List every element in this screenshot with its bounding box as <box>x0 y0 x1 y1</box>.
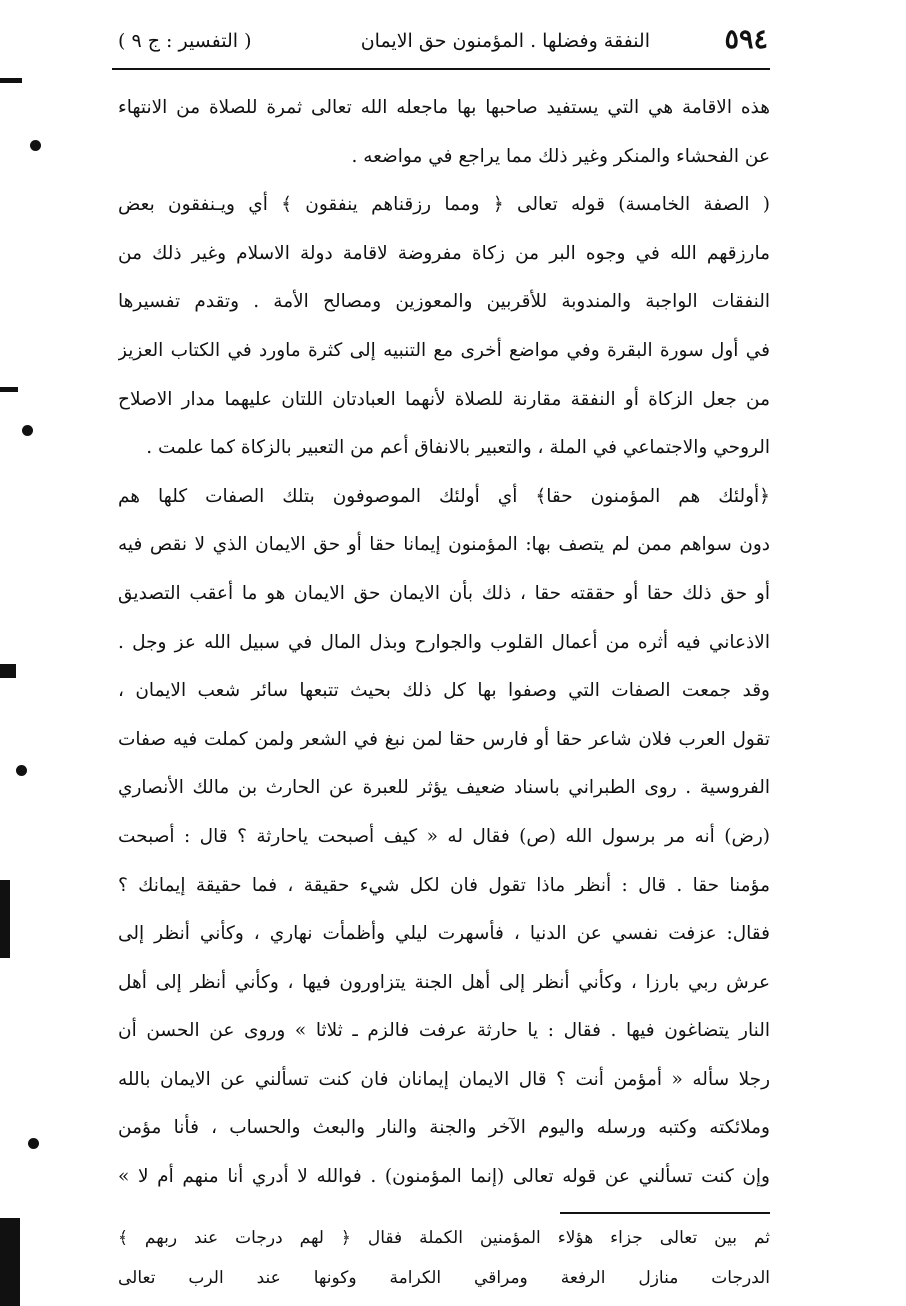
text-line: الفروسية . روى الطبراني باسناد ضعيف يؤثر للعبرة عن الحارث بن مالك الأنصاري <box>118 777 770 799</box>
text-line: ( الصفة الخامسة) قوله تعالى ﴿ ومما رزقناهم ينفقون ﴾ أي ويـنفقون بعض <box>118 194 770 216</box>
text-line: هذه الاقامة هي التي يستفيد صاحبها بها ماجعله الله تعالى ثمرة للصلاة من الانتهاء <box>118 97 770 118</box>
text-line: الاذعاني فيه أثره من أعمال القلوب والجوارح وبذل المال في سبيل الله عز وجل . <box>118 631 770 653</box>
scan-dot-mark <box>16 765 27 776</box>
text-line: فقال: عزفت نفسي عن الدنيا ، فأسهرت ليلي وأظمأت نهاري ، وكأني أنظر إلى <box>118 923 770 945</box>
page-header <box>118 22 768 66</box>
scan-dot-mark <box>30 140 41 151</box>
scan-dot-mark <box>22 425 33 436</box>
text-line: مؤمنا حقا . قال : أنظر ماذا تقول فان لكل شيء حقيقة ، فما حقيقة إيمانك ؟ <box>118 874 770 896</box>
text-line: عرش ربي بارزا ، وكأني أنظر إلى أهل الجنة يتزاورون فيها ، وكأني أنظر إلى أهل <box>118 971 770 993</box>
text-line: دون سواهم ممن لم يتصف بها: المؤمنون إيمانا حقا أو حق الايمان الذي لا نقص فيه <box>118 534 770 556</box>
text-line: من جعل الزكاة أو النفقة مقارنة للصلاة لأنهما العبادتان اللتان عليهما مدار الاصلاح <box>118 388 770 410</box>
text-line: وملائكته وكتبه ورسله واليوم الآخر والجنة والنار والبعث والحساب ، فأنا مؤمن <box>118 1117 770 1139</box>
text-line: في أول سورة البقرة وفي مواضع أخرى مع التنبيه إلى كثرة ماورد في الكتاب العزيز <box>118 339 770 361</box>
volume-reference: ( التفسير : ج ٩ ) <box>118 30 252 52</box>
page-number: ٥٩٤ <box>724 24 768 55</box>
body-text <box>118 84 770 1202</box>
scan-edge-mark-bottom <box>0 1218 20 1306</box>
scan-edge-mark <box>0 880 10 958</box>
text-line: رجلا سأله « أمؤمن أنت ؟ قال الايمان إيمانان فان كنت تسألني عن الايمان بالله <box>118 1068 770 1090</box>
text-line: تقول العرب فلان شاعر حقا أو فارس حقا لمن نبغ في الشعر ولمن كملت فيه صفات <box>118 728 770 750</box>
running-title: النفقة وفضلها . المؤمنون حق الايمان <box>360 30 650 52</box>
scan-edge-mark <box>0 387 18 392</box>
scan-edge-mark-top <box>0 78 22 83</box>
text-line: النفقات الواجبة والمندوبة للأقربين والمعوزين ومصالح الأمة . وتقدم تفسيرها <box>118 291 770 313</box>
text-line: أو حق ذلك حقا أو حققته حقا ، ذلك بأن الايمان حق الايمان هو ما أعقب التصديق <box>118 582 770 604</box>
text-line: ﴿أولئك هم المؤمنون حقا﴾ أي أولئك الموصوفون بتلك الصفات كلها هم <box>118 485 770 507</box>
header-rule <box>112 68 770 70</box>
text-line: مارزقهم الله في وجوه البر من زكاة مفروضة لاقامة دولة الاسلام وغير ذلك من <box>118 242 770 264</box>
text-line: الروحي والاجتماعي في الملة ، والتعبير بالانفاق أعم من التعبير بالزكاة كما علمت . <box>146 437 770 459</box>
footnote-rule <box>560 1212 770 1214</box>
text-line: وقد جمعت الصفات التي وصفوا بها كل ذلك بحيث تتبعها سائر شعب الايمان ، <box>118 680 770 702</box>
text-line: ثم بين تعالى جزاء هؤلاء المؤمنين الكملة فقال ﴿ لهم درجات عند ربهم ﴾ <box>118 1228 770 1248</box>
scan-edge-mark <box>0 664 16 678</box>
scan-dot-mark <box>28 1138 39 1149</box>
text-line: (رض) أنه مر برسول الله (ص) فقال له « كيف أصبحت ياحارثة ؟ قال : أصبحت <box>118 825 770 847</box>
footnote-text <box>118 1218 770 1298</box>
text-line: وإن كنت تسألني عن قوله تعالى (إنما المؤمنون) . فوالله لا أدري أنا منهم أم لا » <box>118 1166 770 1188</box>
text-line: النار يتضاغون فيها . فقال : يا حارثة عرفت فالزم ـ ثلاثا » وروى عن الحسن أن <box>118 1020 770 1042</box>
text-line: عن الفحشاء والمنكر وغير ذلك مما يراجع في مواضعه . <box>351 145 770 167</box>
text-line: الدرجات منازل الرفعة ومراقي الكرامة وكونها عند الرب تعالى <box>118 1268 770 1288</box>
